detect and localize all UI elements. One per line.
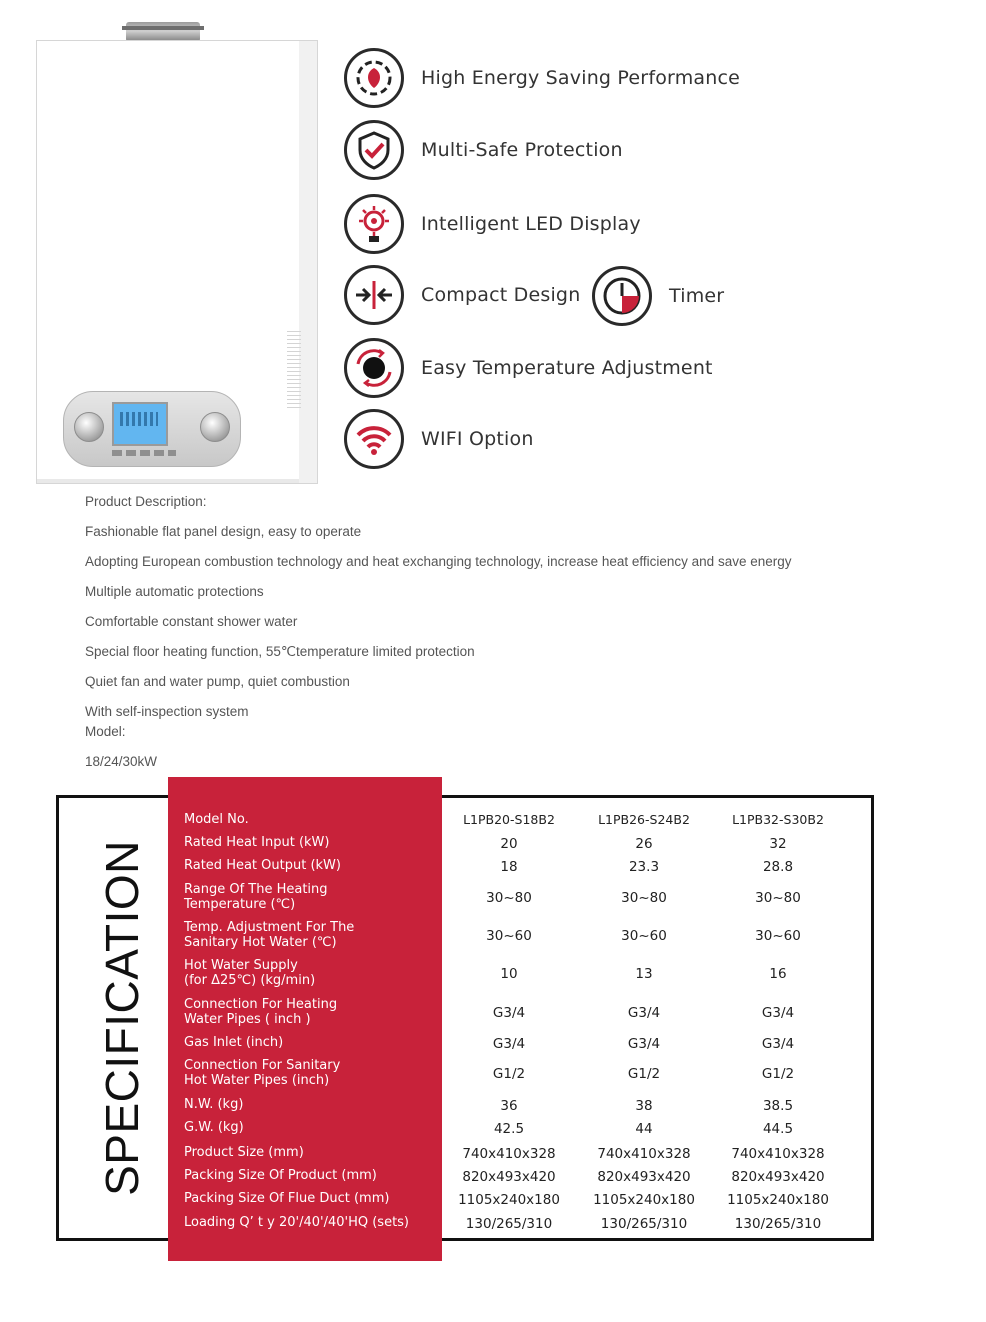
- spec-cell: G3/4: [761, 1036, 795, 1052]
- spec-row-label: [184, 1035, 283, 1050]
- spec-cell: 44.5: [762, 1121, 794, 1137]
- lcd-screen: [112, 402, 168, 446]
- spec-row-label: [184, 882, 328, 912]
- spec-cell: 1105x240x180: [727, 1192, 829, 1208]
- spec-cell: 30~60: [621, 928, 667, 944]
- spec-cell: 30~80: [621, 890, 667, 906]
- feature-compact-design: [344, 265, 580, 325]
- feature-multi-safe: [344, 120, 623, 180]
- spec-row-label-line: Temp. Adjustment For The: [184, 920, 355, 935]
- spec-cell: 13: [635, 966, 653, 982]
- rating-label: [287, 331, 301, 411]
- spec-row-label-line: Sanitary Hot Water (℃): [184, 935, 337, 950]
- description-item: Quiet fan and water pump, quiet combustion: [85, 674, 350, 689]
- timer-icon: [592, 266, 652, 326]
- spec-cell: L1PB26-S24B2: [598, 812, 690, 827]
- spec-row-label: [184, 835, 329, 850]
- spec-cell: 38.5: [762, 1098, 794, 1114]
- spec-cell: 26: [635, 836, 653, 852]
- spec-row-label: [184, 1145, 304, 1160]
- spec-cell: 740x410x328: [462, 1146, 556, 1162]
- spec-row-label: [184, 1097, 243, 1112]
- spec-cell: 38: [635, 1098, 653, 1114]
- water-heater-image: [36, 22, 318, 484]
- spec-cell: G3/4: [761, 1005, 795, 1021]
- spec-cell: 820x493x420: [597, 1169, 691, 1185]
- compact-arrows-icon: [344, 265, 404, 325]
- feature-wifi: [344, 409, 534, 469]
- spec-row-label-line: Range Of The Heating: [184, 882, 328, 897]
- spec-cell: G3/4: [627, 1036, 661, 1052]
- spec-cell: G1/2: [627, 1066, 661, 1082]
- spec-cell: 32: [769, 836, 787, 852]
- spec-row-label-line: N.W. (kg): [184, 1097, 244, 1112]
- feature-label: Multi-Safe Protection: [421, 139, 623, 161]
- description-item: Multiple automatic protections: [85, 584, 264, 599]
- panel-buttons: [112, 450, 176, 456]
- model-label: Model:: [85, 724, 126, 739]
- spec-cell: G1/2: [761, 1066, 795, 1082]
- energy-saving-icon: [344, 48, 404, 108]
- description-item: With self-inspection system: [85, 704, 249, 719]
- description-item: Fashionable flat panel design, easy to operate: [85, 524, 362, 539]
- left-knob: [74, 412, 104, 442]
- feature-temperature-adjustment: [344, 338, 713, 398]
- temperature-knob-icon: [344, 338, 404, 398]
- spec-cell: 130/265/310: [600, 1216, 688, 1232]
- spec-cell: 18: [500, 859, 518, 875]
- spec-row-label: [184, 1191, 389, 1206]
- spec-cell: 1105x240x180: [458, 1192, 560, 1208]
- specification-title: SPECIFICATION: [96, 840, 148, 1196]
- specification-title-wrap: [72, 840, 172, 1196]
- description-item: Adopting European combustion technology and heat exchanging technology, increase heat efficiency and save energy: [85, 554, 792, 569]
- shield-check-icon: [344, 120, 404, 180]
- spec-cell: 30~80: [486, 890, 532, 906]
- wifi-icon: [344, 409, 404, 469]
- spec-cell: 44: [635, 1121, 653, 1137]
- spec-row-label-line: Packing Size Of Product (mm): [184, 1168, 377, 1183]
- spec-row-label-line: Rated Heat Input (kW): [184, 835, 330, 850]
- spec-row-label: [184, 1120, 244, 1135]
- spec-row-label: [184, 1168, 377, 1183]
- spec-cell: 820x493x420: [731, 1169, 825, 1185]
- spec-row-label: [184, 1058, 340, 1088]
- spec-cell: 30~60: [486, 928, 532, 944]
- description-item: Special floor heating function, 55℃temperature limited protection: [85, 644, 475, 659]
- spec-cell: 820x493x420: [462, 1169, 556, 1185]
- spec-cell: 130/265/310: [734, 1216, 822, 1232]
- spec-cell: 740x410x328: [731, 1146, 825, 1162]
- feature-led-display: [344, 194, 641, 254]
- spec-cell: 20: [500, 836, 518, 852]
- feature-timer: [592, 266, 724, 326]
- spec-cell: G3/4: [492, 1005, 526, 1021]
- description-heading: Product Description:: [85, 494, 207, 509]
- spec-row-label-line: Connection For Heating: [184, 997, 338, 1012]
- spec-row-label-line: Gas Inlet (inch): [184, 1035, 284, 1050]
- spec-cell: 30~80: [755, 890, 801, 906]
- spec-cell: 16: [769, 966, 787, 982]
- flue-pipe: [126, 22, 200, 42]
- spec-cell: 36: [500, 1098, 518, 1114]
- feature-label: High Energy Saving Performance: [421, 67, 741, 89]
- spec-cell: 28.8: [762, 859, 794, 875]
- spec-row-label-line: Hot Water Pipes (inch): [184, 1073, 330, 1088]
- spec-row-label-line: Connection For Sanitary: [184, 1058, 341, 1073]
- spec-cell: 740x410x328: [597, 1146, 691, 1162]
- feature-label: Timer: [669, 285, 725, 307]
- spec-row-label-line: Water Pipes ( inch ): [184, 1012, 311, 1027]
- feature-label: Easy Temperature Adjustment: [421, 357, 713, 379]
- spec-row-label-line: Packing Size Of Flue Duct (mm): [184, 1191, 390, 1206]
- description-item: Comfortable constant shower water: [85, 614, 298, 629]
- spec-cell: 42.5: [493, 1121, 525, 1137]
- feature-label: WIFI Option: [421, 428, 534, 450]
- spec-cell: 30~60: [755, 928, 801, 944]
- spec-row-label: [184, 997, 337, 1027]
- spec-row-label: [184, 920, 354, 950]
- control-panel: [63, 391, 241, 467]
- spec-cell: G1/2: [492, 1066, 526, 1082]
- spec-cell: 23.3: [628, 859, 660, 875]
- spec-row-label: [184, 858, 341, 873]
- spec-row-label-line: Rated Heat Output (kW): [184, 858, 341, 873]
- spec-row-label-line: Model No.: [184, 812, 249, 827]
- spec-row-label-line: Product Size (mm): [184, 1145, 304, 1160]
- spec-row-label: [184, 1215, 409, 1230]
- feature-energy-saving: [344, 48, 740, 108]
- spec-cell: G3/4: [492, 1036, 526, 1052]
- feature-label: Compact Design: [421, 284, 581, 306]
- spec-row-label-line: (for Δ25℃) (kg/min): [184, 973, 316, 988]
- spec-cell: L1PB20-S18B2: [463, 812, 555, 827]
- spec-cell: 1105x240x180: [593, 1192, 695, 1208]
- spec-cell: 130/265/310: [465, 1216, 553, 1232]
- spec-row-label-line: Loading Q’ t y 20'/40'/40'HQ (sets): [184, 1215, 410, 1230]
- spec-row-label: [184, 812, 249, 827]
- model-value: 18/24/30kW: [85, 754, 158, 769]
- spec-row-label-line: Temperature (℃): [184, 897, 296, 912]
- spec-row-label: [184, 958, 315, 988]
- spec-cell: L1PB32-S30B2: [732, 812, 824, 827]
- led-display-icon: [344, 194, 404, 254]
- spec-row-label-line: G.W. (kg): [184, 1120, 244, 1135]
- spec-row-label-line: Hot Water Supply: [184, 958, 298, 973]
- heater-cabinet: [36, 40, 318, 484]
- spec-cell: G3/4: [627, 1005, 661, 1021]
- feature-label: Intelligent LED Display: [421, 213, 641, 235]
- spec-cell: 10: [500, 966, 518, 982]
- right-knob: [200, 412, 230, 442]
